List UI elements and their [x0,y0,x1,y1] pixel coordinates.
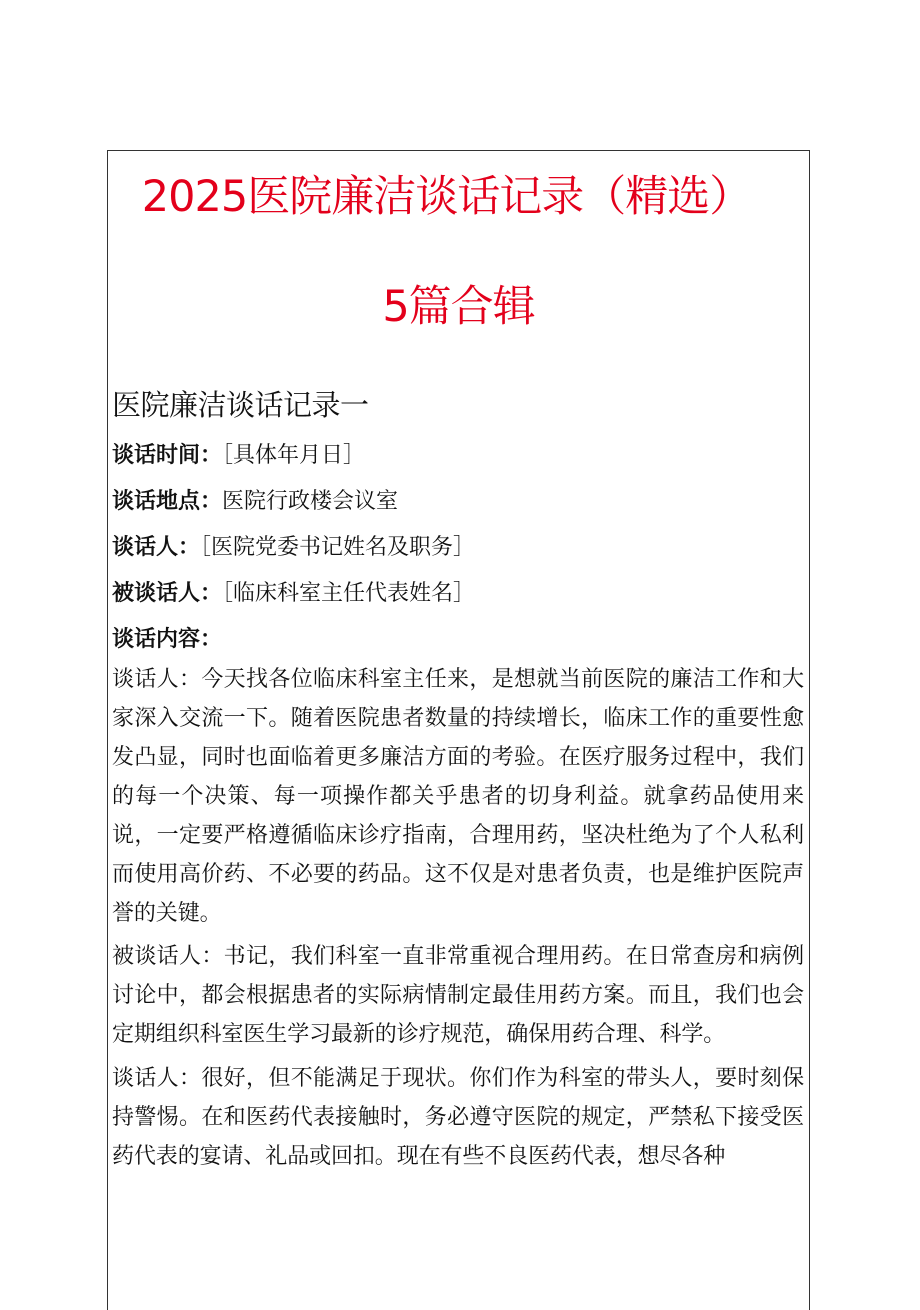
meta-label: 谈话内容： [112,627,223,652]
meta-value: 医院行政楼会议室 [222,489,399,514]
meta-label: 被谈话人： [112,581,223,606]
meta-value: ［医院党委书记姓名及职务］ [200,535,476,560]
meta-value: ［临床科室主任代表姓名］ [222,581,476,606]
meta-interview-location [112,484,398,515]
meta-interviewee [112,576,475,607]
paragraph: 被谈话人：书记，我们科室一直非常重视合理用药。在日常查房和病例讨论中，都会根据患者的实际病情制定最佳用药方案。而且，我们也会定期组织科室医生学习最新的诊疗规范，确保用药合理、科学。 [112,944,804,1047]
document-title-line-2: 5篇合辑 [382,282,535,332]
meta-label: 谈话人： [112,535,201,560]
section-title: 医院廉洁谈话记录一 [112,388,369,422]
meta-interview-content [112,622,222,653]
meta-interviewer [112,530,475,561]
meta-label: 谈话时间： [112,443,223,468]
paragraph: 谈话人：今天找各位临床科室主任来，是想就当前医院的廉洁工作和大家深入交流一下。随着医院患者数量的持续增长，临床工作的重要性愈发凸显，同时也面临着更多廉洁方面的考验。在医疗服务过程中，我们的每一个决策、每一项操作都关乎患者的切身利益。就拿药品使用来说，一定要严格遵循临床诊疗指南，合理用药，坚决杜绝为了个人私利而使用高价药、不必要的药品。这不仅是对患者负责，也是维护医院声誉的关键。 [112,667,804,926]
meta-label: 谈话地点： [112,489,223,514]
document-title-line-1: 2025医院廉洁谈话记录（精选） [141,172,752,222]
meta-value: ［具体年月日］ [222,443,366,468]
paragraph: 谈话人：很好，但不能满足于现状。你们作为科室的带头人，要时刻保持警惕。在和医药代表接触时，务必遵守医院的规定，严禁私下接受医药代表的宴请、礼品或回扣。现在有些不良医药代表，想尽各种 [112,1066,804,1169]
document-page [107,150,810,1310]
meta-interview-time [112,438,365,469]
